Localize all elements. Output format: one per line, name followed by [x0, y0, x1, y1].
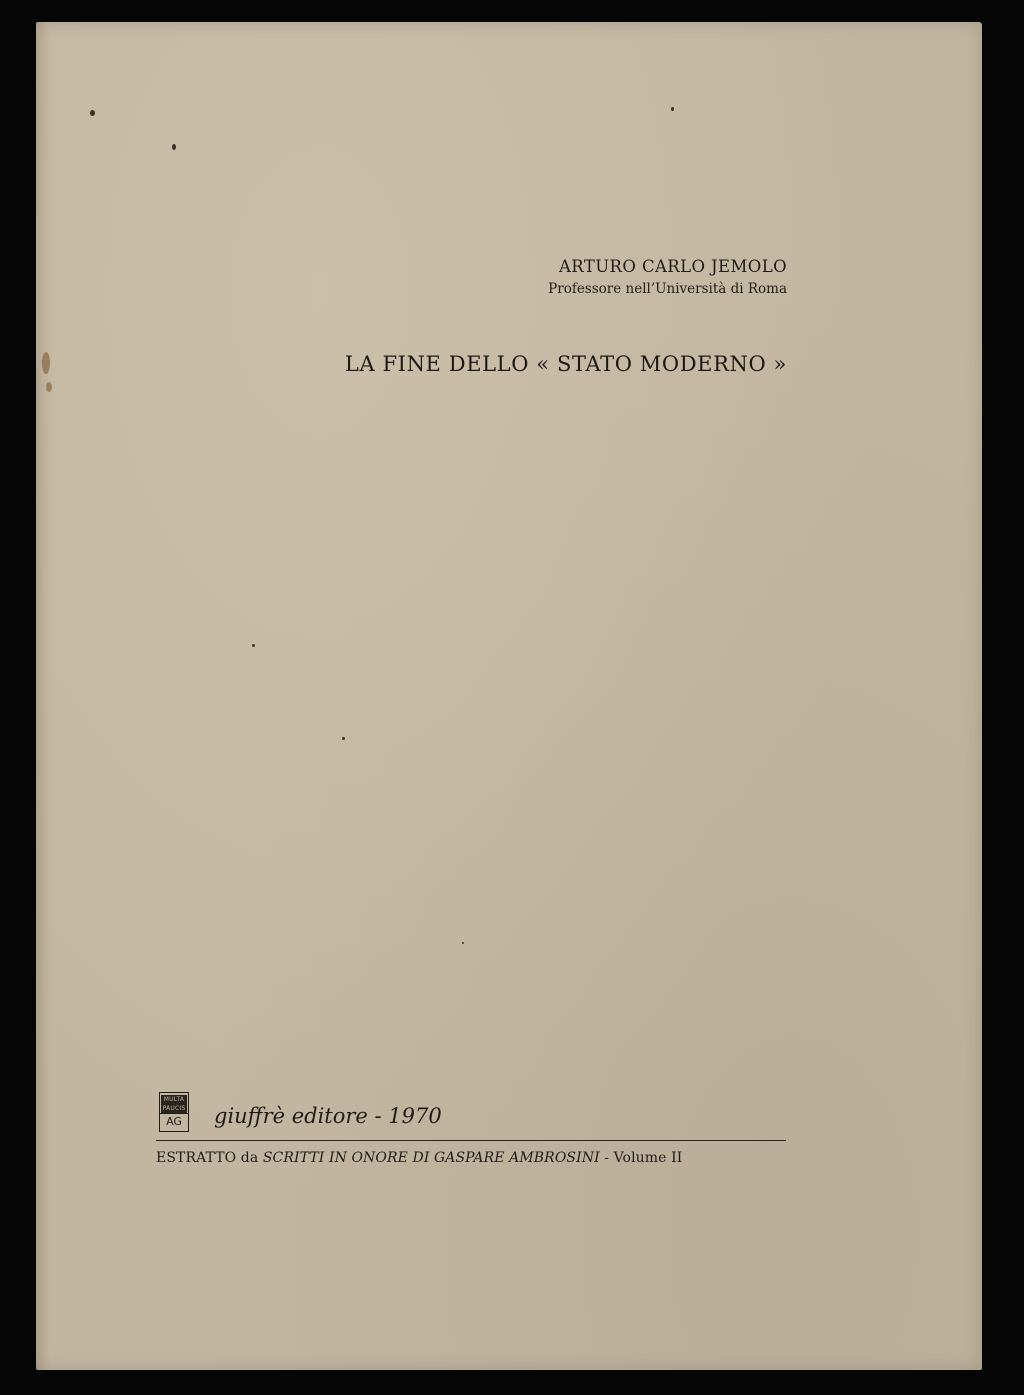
author-name: ARTURO CARLO JEMOLO — [558, 257, 787, 276]
extract-work-title: SCRITTI IN ONORE DI GASPARE AMBROSINI — [262, 1150, 600, 1166]
logo-motto — [161, 1095, 187, 1114]
paper-speck — [462, 942, 464, 944]
publisher-line: giuffrè editore - 1970 — [214, 1104, 442, 1128]
paper-stain — [42, 352, 50, 374]
divider-rule — [156, 1140, 786, 1141]
author-affiliation: Professore nell’Università di Roma — [548, 281, 787, 297]
paper-speck — [342, 737, 345, 740]
extract-volume: - Volume II — [599, 1150, 683, 1166]
paper-speck — [671, 107, 674, 111]
extract-line — [156, 1150, 786, 1166]
document-title: LA FINE DELLO « STATO MODERNO » — [344, 352, 787, 376]
paper-speck — [172, 144, 176, 150]
cover-page — [36, 22, 982, 1370]
logo-motto-line1: MULTA — [163, 1096, 185, 1103]
paper-speck — [90, 110, 95, 116]
extract-prefix: ESTRATTO da — [156, 1150, 263, 1166]
publisher-logo-icon — [159, 1092, 189, 1132]
paper-speck — [252, 644, 255, 647]
logo-initials: AG — [160, 1113, 188, 1130]
logo-motto-line2: PAUCIS — [162, 1105, 186, 1112]
paper-stain — [46, 382, 52, 392]
